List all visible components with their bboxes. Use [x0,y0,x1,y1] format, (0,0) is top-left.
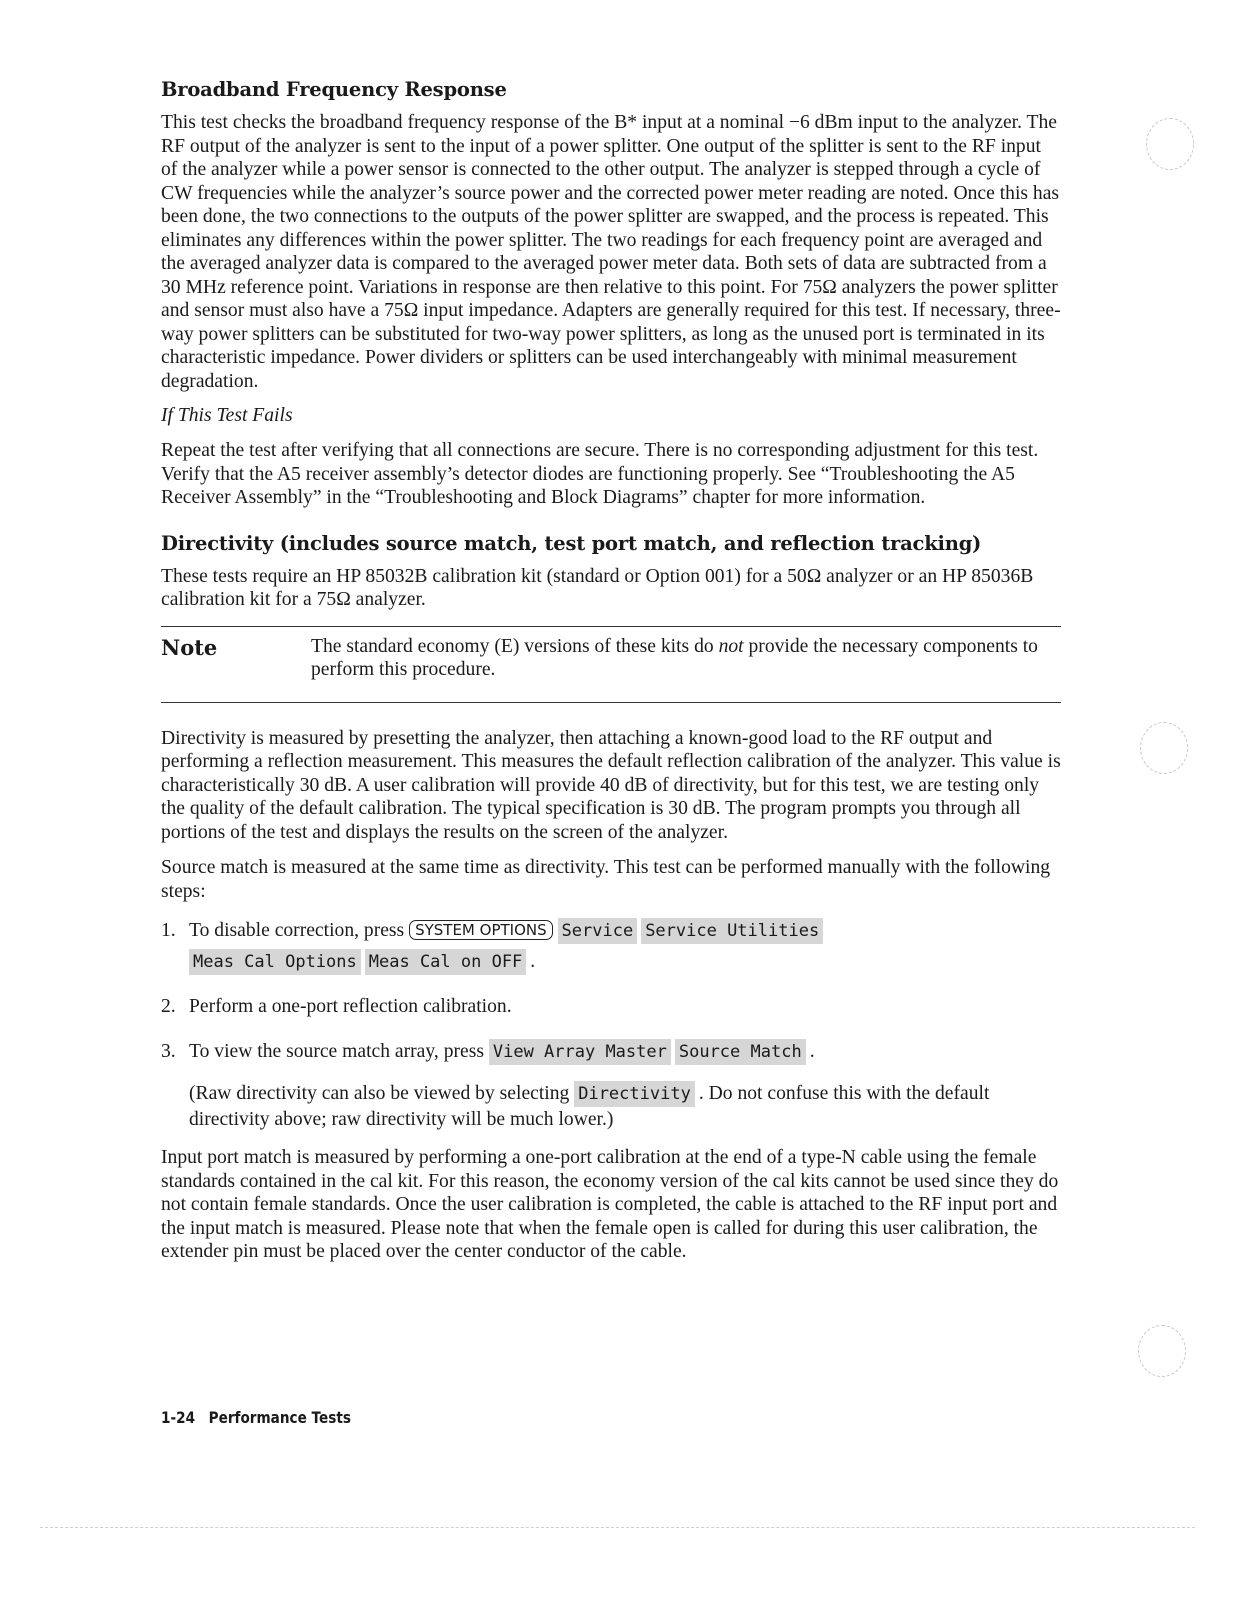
paragraph: Source match is measured at the same time as directivity. This test can be performed manually with the following steps: [161,857,1051,902]
list-item [161,991,1061,1022]
section-title-directivity: Directivity (includes source match, test port match, and reflection tracking) [161,531,982,555]
step-number: 2. [161,996,176,1017]
binder-hole [1146,118,1194,170]
paragraph: These tests require an HP 85032B calibration kit (standard or Option 001) for a 50Ω analyzer or an HP 85036B calibration kit for a 75Ω analyzer. [161,565,1034,610]
paragraph: Directivity is measured by presetting the analyzer, then attaching a known-good load to the RF output and performing a reflection measurement. This measures the default reflection calibration of the analyzer. This value is characteristically 30 dB. A user calibration will provide 40 dB of directivity, but for this test, we are testing only the quality of the default calibration. The typical specification is 30 dB. The program prompts you through all portions of the test and displays the results on the screen of the analyzer. [161,727,1061,843]
paragraph: Repeat the test after verifying that all connections are secure. There is no corresponding adjustment for this test. Verify that the A5 receiver assembly’s detector diodes are functioning properly. See “Troubleshooting the A5 Receiver Assembly” in the “Troubleshooting and Block Diagrams” chapter for more information. [161,440,1039,508]
step-text: To disable correction, press SYSTEM OPTIONS Service Service Utilities Meas Cal Options Meas Cal on OFF . [189,915,1061,977]
note-text-part: The standard economy (E) versions of these kits do [311,635,719,657]
directivity-softkey: Directivity [574,1081,695,1107]
view-array-master-softkey: View Array Master [489,1039,671,1065]
service-utilities-softkey: Service Utilities [641,918,823,944]
step-text: Perform a one-port reflection calibration. [189,996,512,1017]
service-softkey: Service [558,918,638,944]
page-edge [40,1527,1195,1528]
sub-text-part: . Do not confuse this with the default directivity above; raw directivity will be much lower.) [189,1083,990,1130]
step-number: 3. [161,1041,176,1062]
step-text: To view the source match array, press View Array Master Source Match . [189,1036,1061,1067]
page-footer [161,1408,365,1427]
paragraph: This test checks the broadband frequency response of the B* input at a nominal −6 dBm input to the analyzer. The RF output of the analyzer is sent to the input of a power splitter. One output of the splitter is sent to the RF input of the analyzer while a power sensor is connected to the other output. The analyzer is stepped through a cycle of CW frequencies while the analyzer’s source power and the corrected power meter reading are noted. Once this has been done, the two connections to the outputs of the power splitter are swapped, and the process is repeated. This eliminates any differences within the power splitter. The two readings for each frequency point are averaged and the averaged analyzer data is compared to the averaged power meter data. Both sets of data are subtracted from a 30 MHz reference point. Variations in response are then relative to this point. For 75Ω analyzers the power splitter and sensor must also have a 75Ω input impedance. Adapters are generally required for this test. If necessary, three-way power splitters can be substituted for two-way power splitters, as long as the unused port is terminated in its characteristic impedance. Power dividers or splitters can be used interchangeably with minimal measurement degradation. [161,112,1061,392]
section-title-broadband: Broadband Frequency Response [161,78,507,101]
list-item [161,915,1061,977]
source-match-softkey: Source Match [675,1039,806,1065]
note-box [161,626,1061,703]
step-text-part: To view the source match array, press [189,1041,489,1062]
page-content [161,78,1061,1276]
sub-text-part: (Raw directivity can also be viewed by selecting [189,1083,575,1104]
note-label: Note [161,634,218,660]
note-text-part: provide the necessary components to perform this procedure. [311,635,1038,680]
meas-cal-options-softkey: Meas Cal Options [189,949,361,975]
page-number: 1-24 [161,1408,196,1427]
step-list [161,915,1061,1067]
note-text [311,635,1061,682]
fail-heading: If This Test Fails [161,405,293,426]
binder-hole [1140,722,1188,774]
note-emphasis: not [718,635,744,657]
binder-hole [1138,1325,1186,1377]
meas-cal-on-off-softkey: Meas Cal on OFF [365,949,527,975]
step-text-part: To disable correction, press [189,920,410,941]
step-note [161,1081,1061,1132]
paragraph [189,1081,1061,1132]
system-options-key: SYSTEM OPTIONS [409,920,553,940]
chapter-name: Performance Tests [208,1408,351,1427]
paragraph: Input port match is measured by performing a one-port calibration at the end of a type-N cable using the female standards contained in the cal kit. For this reason, the economy version of the cal kits cannot be used since they do not contain female standards. Once the user calibration is completed, the cable is attached to the RF input port and the input match is measured. Please note that when the female open is called for during this user calibration, the extender pin must be placed over the center conductor of the cable. [161,1147,1059,1262]
list-item [161,1036,1061,1067]
step-number: 1. [161,920,176,941]
